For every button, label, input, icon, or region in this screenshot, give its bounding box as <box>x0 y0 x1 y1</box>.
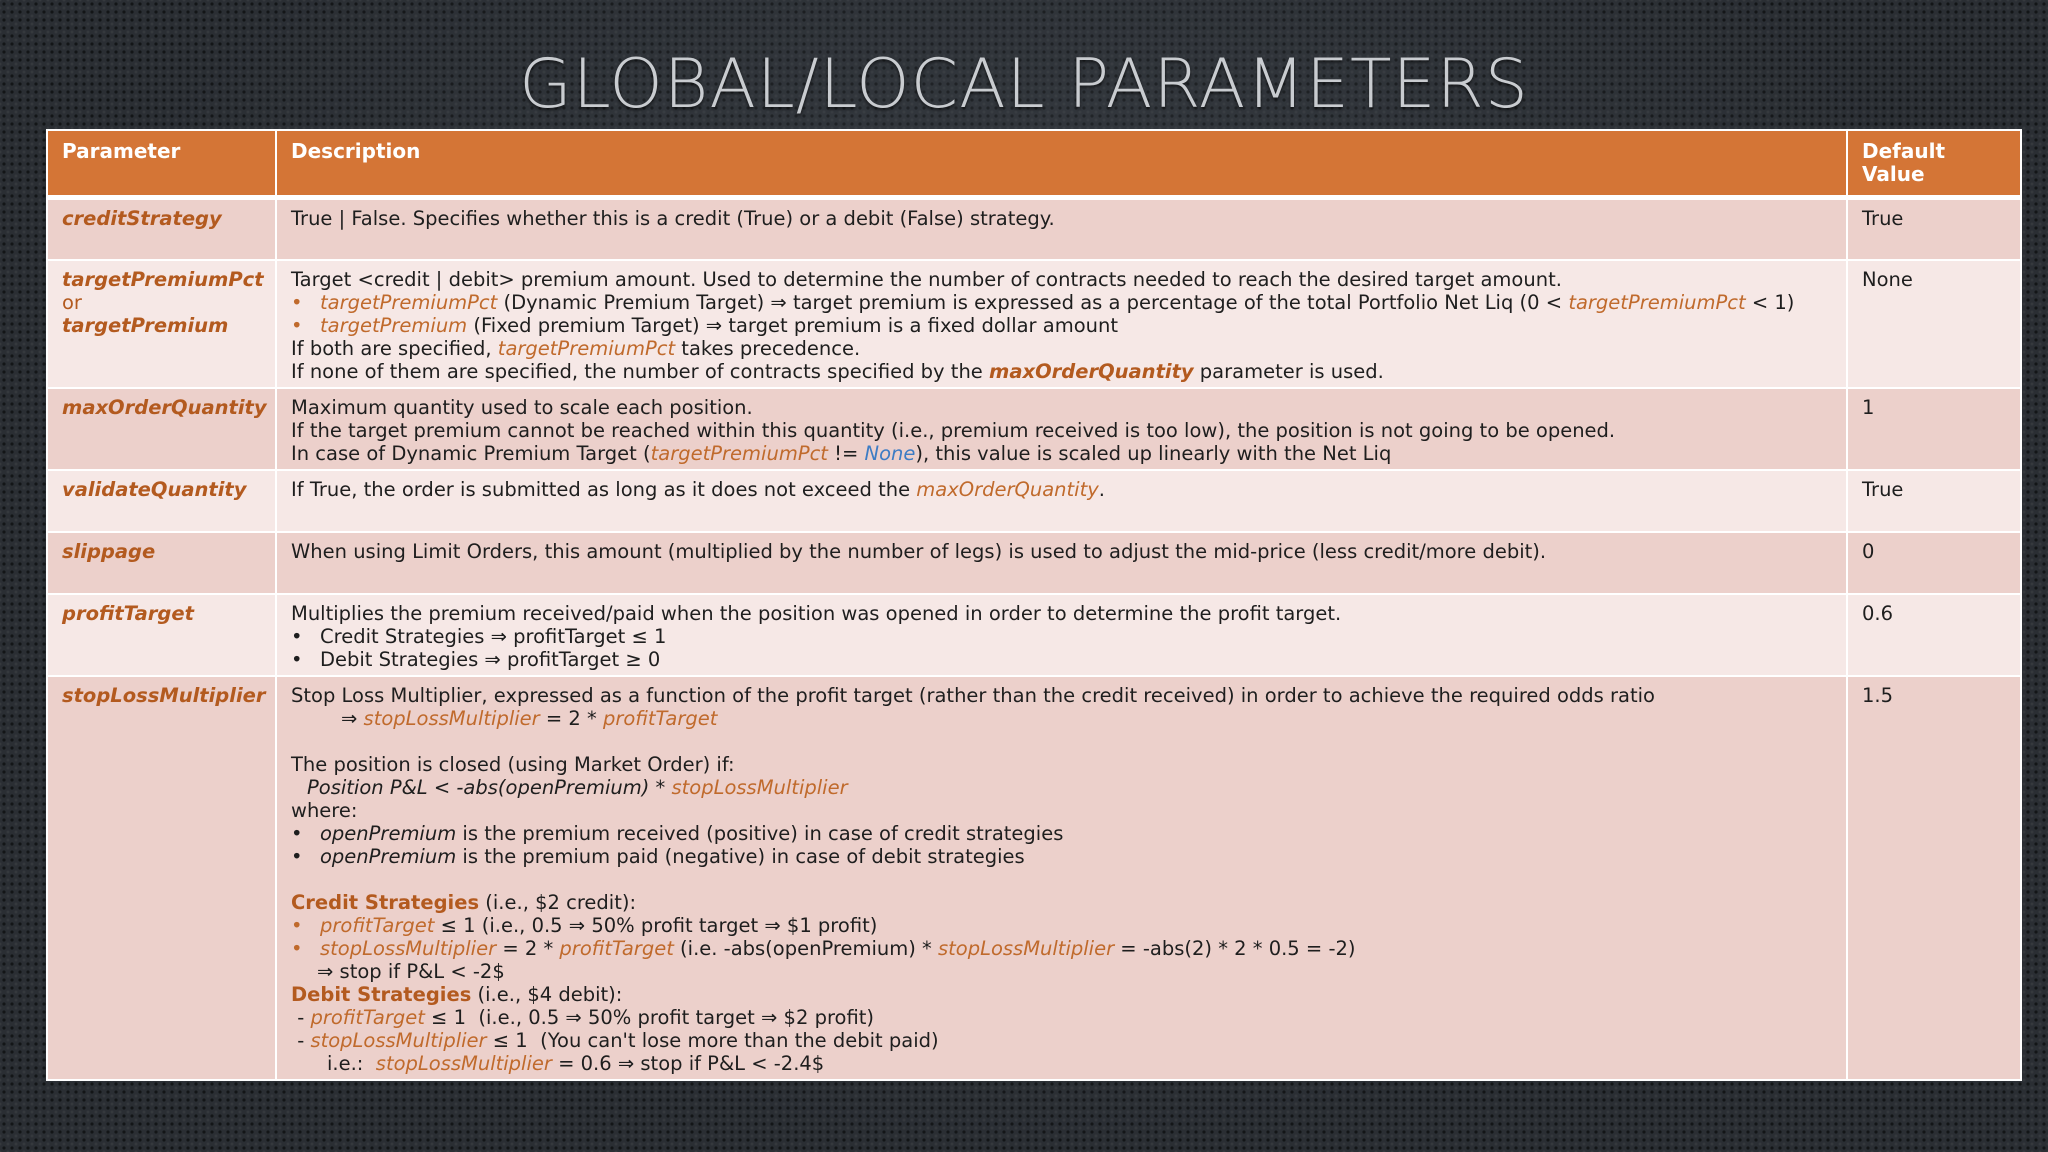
parameters-table <box>46 129 2022 1081</box>
table-header-row <box>47 130 2021 198</box>
column-header-description: Description <box>276 130 1847 198</box>
param-name: stopLossMultiplier <box>47 676 276 1080</box>
table-row <box>47 470 2021 532</box>
param-name: creditStrategy <box>47 198 276 260</box>
param-description: Maximum quantity used to scale each position. If the target premium cannot be reached within this quantity (i.e., premium received is too low), the position is not going to be opened. In case of Dynamic Premium Target (targetPremiumPct != None), this value is scaled up linearly with the Net Liq <box>276 388 1847 470</box>
slide-title: GLOBAL/LOCAL PARAMETERS <box>519 45 1529 124</box>
param-name: targetPremiumPct or targetPremium <box>47 260 276 388</box>
table-row <box>47 198 2021 260</box>
param-default: 0.6 <box>1847 594 2021 676</box>
param-default: 1 <box>1847 388 2021 470</box>
table-row <box>47 388 2021 470</box>
param-default: True <box>1847 470 2021 532</box>
param-description: Multiplies the premium received/paid when the position was opened in order to determine the profit target. • Credit Strategies ⇒ profitTarget ≤ 1 • Debit Strategies ⇒ profitTarget ≥ 0 <box>276 594 1847 676</box>
param-description: Target <credit | debit> premium amount. Used to determine the number of contracts needed to reach the desired target amount. • targetPremiumPct (Dynamic Premium Target) ⇒ target premium is expressed as a percentage of the total Portfolio Net Liq (0 < targetPremiumPct < 1) • targetPremium (Fixed premium Target) ⇒ target premium is a fixed dollar amount If both are specified, targetPremiumPct takes precedence. If none of them are specified, the number of contracts specified by the maxOrderQuantity parameter is used. <box>276 260 1847 388</box>
param-description: If True, the order is submitted as long as it does not exceed the maxOrderQuantity. <box>276 470 1847 532</box>
param-default: 0 <box>1847 532 2021 594</box>
param-name: profitTarget <box>47 594 276 676</box>
column-header-default-value: Default Value <box>1847 130 2021 198</box>
param-default: 1.5 <box>1847 676 2021 1080</box>
param-name: maxOrderQuantity <box>47 388 276 470</box>
param-description: Stop Loss Multiplier, expressed as a function of the profit target (rather than the credit received) in order to achieve the required odds ratio ⇒ stopLossMultiplier = 2 * profitTarget The position is closed (using Market Order) if: Position P&L < -abs(openPremium) * stopLossMultiplier where: • openPremium is the premium received (positive) in case of credit strategies • openPremium is the premium paid (negative) in case of debit strategies Credit Strategies (i.e., $2 credit): • profitTarget ≤ 1 (i.e., 0.5 ⇒ 50% profit target ⇒ $1 profit) • stopLossMultiplier = 2 * profitTarget (i.e. -abs(openPremium) * stopLossMultiplier = -abs(2) * 2 * 0.5 = -2) ⇒ stop if P&L < -2$ Debit Strategies (i.e., $4 debit): - profitTarget ≤ 1 (i.e., 0.5 ⇒ 50% profit target ⇒ $2 profit) - stopLossMultiplier ≤ 1 (You can't lose more than the debit paid) i.e.: stopLossMultiplier = 0.6 ⇒ stop if P&L < -2.4$ <box>276 676 1847 1080</box>
table-row <box>47 532 2021 594</box>
table-row <box>47 260 2021 388</box>
param-default: None <box>1847 260 2021 388</box>
column-header-parameter: Parameter <box>47 130 276 198</box>
table-row <box>47 676 2021 1080</box>
param-description: True | False. Specifies whether this is a credit (True) or a debit (False) strategy. <box>276 198 1847 260</box>
param-description: When using Limit Orders, this amount (multiplied by the number of legs) is used to adjust the mid-price (less credit/more debit). <box>276 532 1847 594</box>
param-name: validateQuantity <box>47 470 276 532</box>
table-row <box>47 594 2021 676</box>
param-default: True <box>1847 198 2021 260</box>
param-name: slippage <box>47 532 276 594</box>
